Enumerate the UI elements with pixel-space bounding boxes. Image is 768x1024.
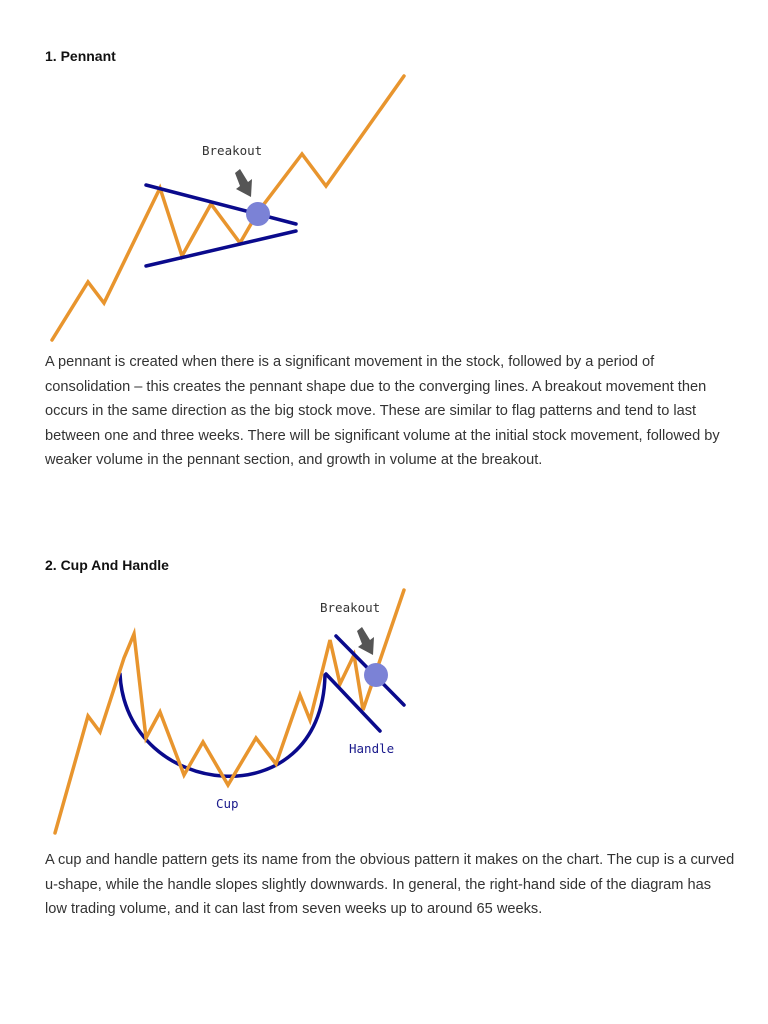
cup-breakout-arrow-icon xyxy=(357,627,374,655)
section-heading-pennant: 1. Pennant xyxy=(45,48,116,64)
pennant-breakout-label: Breakout xyxy=(202,143,263,158)
pennant-description: A pennant is created when there is a significant movement in the stock, followed by a period of consolidation – this creates the pennant shape due to the converging lines. A breakout movement then occurs in the same direction as the big stock move. These are similar to flag patterns and tend to last between one and three weeks. There will be significant volume at the initial stock movement, followed by weaker volume in the pennant section, and growth in volume at the breakout. xyxy=(45,354,720,469)
pennant-diagram xyxy=(0,60,768,350)
cup-label: Cup xyxy=(216,796,239,811)
cup-breakout-dot xyxy=(364,663,388,687)
handle-label: Handle xyxy=(349,741,395,756)
section-heading-cup-and-handle: 2. Cup And Handle xyxy=(45,557,169,573)
cup-and-handle-diagram xyxy=(0,575,768,840)
cup-and-handle-description: A cup and handle pattern gets its name from the obvious pattern it makes on the chart. The cup is a curved u-shape, while the handle slopes slightly downwards. In general, the right-hand side of the diagram has low trading volume, and it can last from seven weeks up to around 65 weeks. xyxy=(45,852,735,918)
pennant-breakout-arrow-icon xyxy=(235,169,252,197)
pennant-lower-trend-line xyxy=(146,231,296,266)
pennant-breakout-dot xyxy=(246,202,270,226)
cup-curve xyxy=(120,674,325,776)
cup-breakout-label: Breakout xyxy=(320,600,381,615)
